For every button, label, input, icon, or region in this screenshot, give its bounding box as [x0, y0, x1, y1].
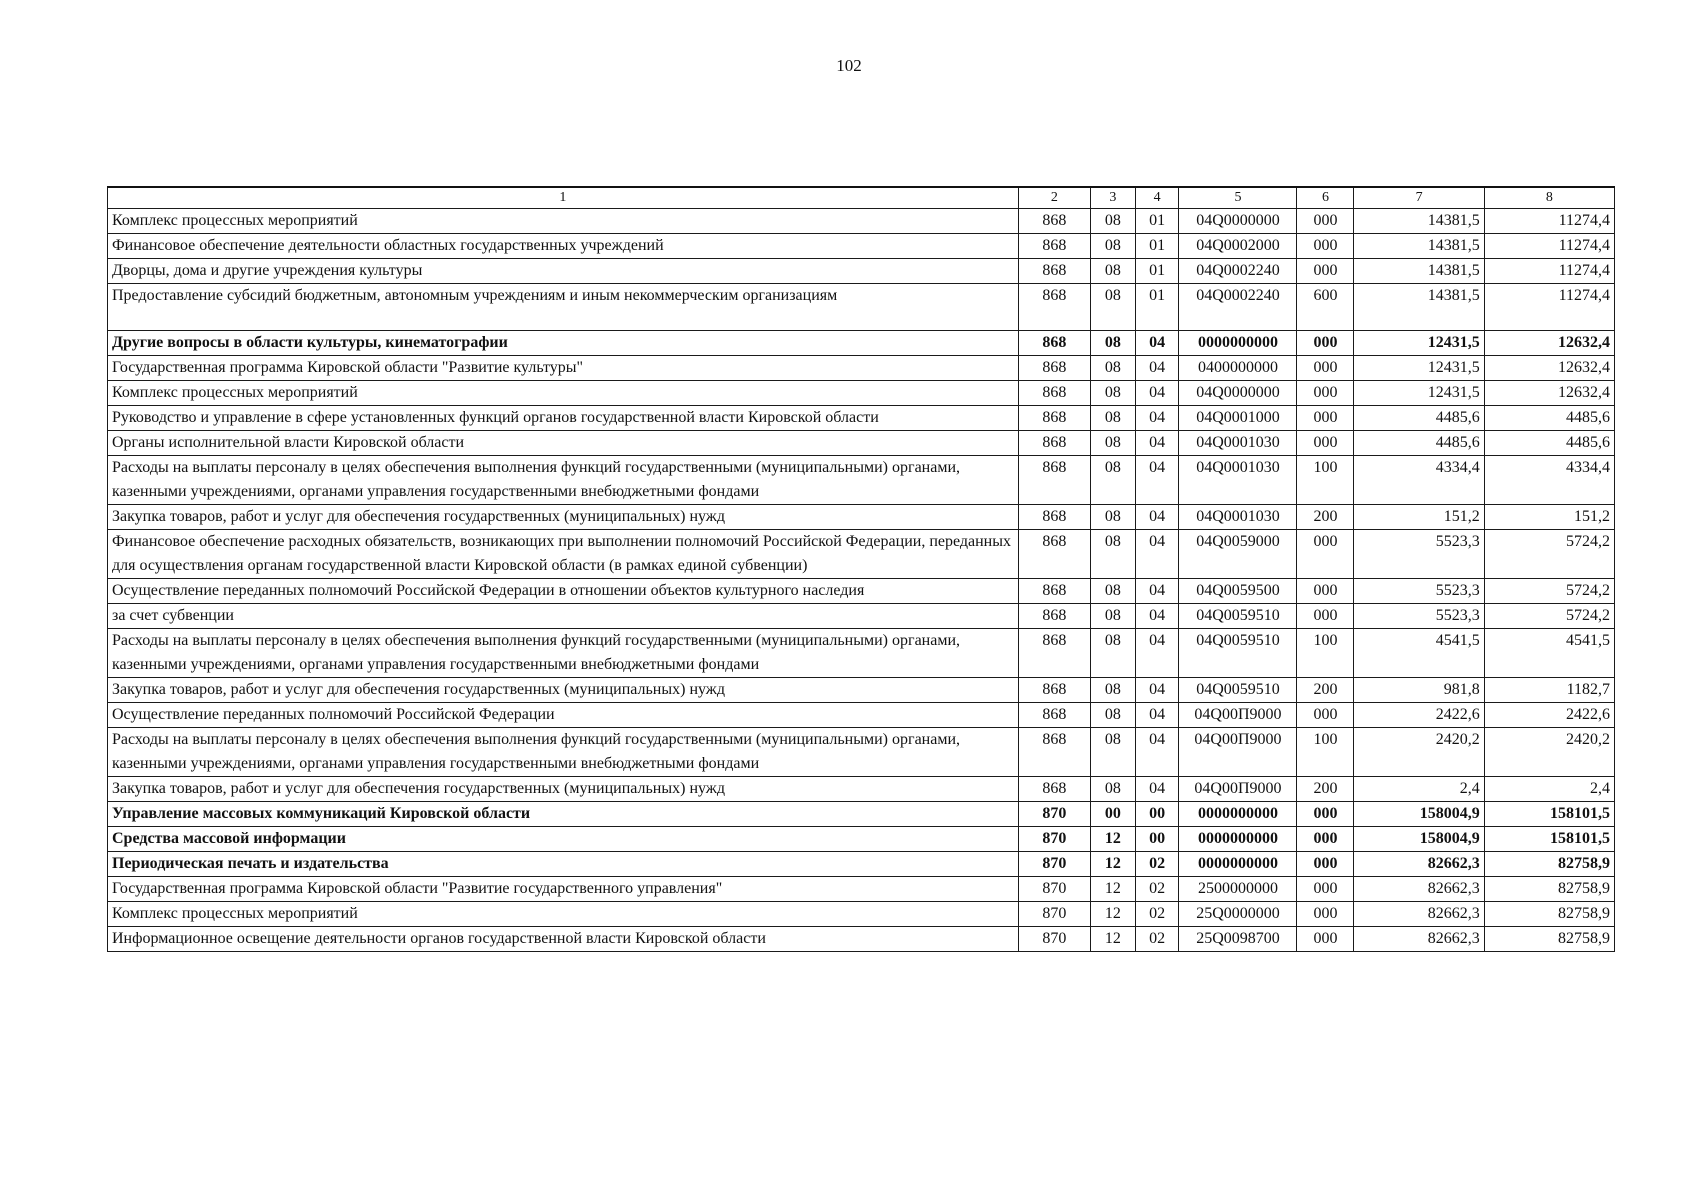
admin-code-cell: 868	[1018, 431, 1090, 456]
amount-col8-cell: 4485,6	[1484, 406, 1614, 431]
table-row	[108, 284, 1615, 331]
expense-type-cell: 600	[1297, 284, 1354, 331]
subsection-cell: 04	[1135, 456, 1179, 505]
amount-col8-cell: 5724,2	[1484, 604, 1614, 629]
amount-col7-cell: 4485,6	[1354, 431, 1484, 456]
row-name-cell: Расходы на выплаты персоналу в целях обеспечения выполнения функций государственными (муниципальными) органами, казенными учреждениями, органами управления государственными внебюджетными фондами	[108, 728, 1019, 777]
amount-col7-cell: 82662,3	[1354, 927, 1484, 952]
expense-type-cell: 000	[1297, 703, 1354, 728]
amount-col7-cell: 158004,9	[1354, 827, 1484, 852]
amount-col7-cell: 2,4	[1354, 777, 1484, 802]
section-cell: 12	[1090, 852, 1135, 877]
row-name-cell: Осуществление переданных полномочий Российской Федерации	[108, 703, 1019, 728]
table-row	[108, 777, 1615, 802]
table-row	[108, 604, 1615, 629]
expense-type-cell: 000	[1297, 431, 1354, 456]
column-header: 3	[1090, 187, 1135, 209]
section-cell: 08	[1090, 703, 1135, 728]
subsection-cell: 04	[1135, 678, 1179, 703]
section-cell: 12	[1090, 877, 1135, 902]
admin-code-cell: 870	[1018, 802, 1090, 827]
admin-code-cell: 868	[1018, 406, 1090, 431]
row-name-cell: Государственная программа Кировской области "Развитие культуры"	[108, 356, 1019, 381]
admin-code-cell: 868	[1018, 381, 1090, 406]
table-row	[108, 356, 1615, 381]
expense-type-cell: 000	[1297, 902, 1354, 927]
table-row	[108, 406, 1615, 431]
column-header: 2	[1018, 187, 1090, 209]
row-name-cell: Расходы на выплаты персоналу в целях обеспечения выполнения функций государственными (муниципальными) органами, казенными учреждениями, органами управления государственными внебюджетными фондами	[108, 456, 1019, 505]
section-cell: 08	[1090, 356, 1135, 381]
subsection-cell: 04	[1135, 381, 1179, 406]
admin-code-cell: 868	[1018, 703, 1090, 728]
row-name-cell: за счет субвенции	[108, 604, 1019, 629]
target-article-cell: 04Q0059510	[1179, 604, 1297, 629]
admin-code-cell: 870	[1018, 877, 1090, 902]
admin-code-cell: 868	[1018, 209, 1090, 234]
table-row	[108, 530, 1615, 579]
subsection-cell: 00	[1135, 827, 1179, 852]
admin-code-cell: 868	[1018, 728, 1090, 777]
target-article-cell: 04Q0002240	[1179, 284, 1297, 331]
column-header: 7	[1354, 187, 1484, 209]
subsection-cell: 02	[1135, 902, 1179, 927]
subsection-cell: 04	[1135, 728, 1179, 777]
amount-col8-cell: 11274,4	[1484, 284, 1614, 331]
subsection-cell: 04	[1135, 331, 1179, 356]
section-cell: 08	[1090, 604, 1135, 629]
expense-type-cell: 000	[1297, 877, 1354, 902]
section-cell: 12	[1090, 927, 1135, 952]
row-name-cell: Закупка товаров, работ и услуг для обеспечения государственных (муниципальных) нужд	[108, 678, 1019, 703]
subsection-cell: 04	[1135, 406, 1179, 431]
column-header: 6	[1297, 187, 1354, 209]
amount-col8-cell: 4334,4	[1484, 456, 1614, 505]
amount-col8-cell: 12632,4	[1484, 356, 1614, 381]
column-header: 4	[1135, 187, 1179, 209]
target-article-cell: 0000000000	[1179, 331, 1297, 356]
target-article-cell: 04Q00П9000	[1179, 777, 1297, 802]
subsection-cell: 04	[1135, 777, 1179, 802]
amount-col8-cell: 11274,4	[1484, 234, 1614, 259]
section-cell: 08	[1090, 629, 1135, 678]
amount-col8-cell: 151,2	[1484, 505, 1614, 530]
admin-code-cell: 868	[1018, 604, 1090, 629]
amount-col8-cell: 158101,5	[1484, 802, 1614, 827]
amount-col7-cell: 4334,4	[1354, 456, 1484, 505]
section-cell: 08	[1090, 381, 1135, 406]
row-name-cell: Финансовое обеспечение расходных обязательств, возникающих при выполнении полномочий Российской Федерации, переданных для осуществления органам государственной власти Кировской области (в рамках единой субвенции)	[108, 530, 1019, 579]
amount-col7-cell: 82662,3	[1354, 877, 1484, 902]
table-row	[108, 209, 1615, 234]
target-article-cell: 0000000000	[1179, 802, 1297, 827]
amount-col7-cell: 4541,5	[1354, 629, 1484, 678]
target-article-cell: 04Q0002000	[1179, 234, 1297, 259]
section-cell: 08	[1090, 431, 1135, 456]
table-row	[108, 877, 1615, 902]
section-cell: 08	[1090, 209, 1135, 234]
section-cell: 08	[1090, 259, 1135, 284]
section-cell: 08	[1090, 777, 1135, 802]
section-cell: 08	[1090, 331, 1135, 356]
table-row	[108, 629, 1615, 678]
amount-col7-cell: 981,8	[1354, 678, 1484, 703]
admin-code-cell: 868	[1018, 678, 1090, 703]
amount-col8-cell: 2420,2	[1484, 728, 1614, 777]
amount-col8-cell: 11274,4	[1484, 209, 1614, 234]
row-name-cell: Руководство и управление в сфере установленных функций органов государственной власти Кировской области	[108, 406, 1019, 431]
table-row	[108, 852, 1615, 877]
subsection-cell: 04	[1135, 431, 1179, 456]
expense-type-cell: 100	[1297, 629, 1354, 678]
subsection-cell: 02	[1135, 927, 1179, 952]
subsection-cell: 02	[1135, 877, 1179, 902]
row-name-cell: Предоставление субсидий бюджетным, автономным учреждениям и иным некоммерческим организациям	[108, 284, 1019, 331]
amount-col7-cell: 5523,3	[1354, 530, 1484, 579]
row-name-cell: Комплекс процессных мероприятий	[108, 381, 1019, 406]
target-article-cell: 0000000000	[1179, 852, 1297, 877]
amount-col7-cell: 151,2	[1354, 505, 1484, 530]
row-name-cell: Финансовое обеспечение деятельности областных государственных учреждений	[108, 234, 1019, 259]
subsection-cell: 01	[1135, 284, 1179, 331]
expense-type-cell: 000	[1297, 604, 1354, 629]
table-row	[108, 259, 1615, 284]
row-name-cell: Осуществление переданных полномочий Российской Федерации в отношении объектов культурного наследия	[108, 579, 1019, 604]
table-row	[108, 381, 1615, 406]
target-article-cell: 04Q0000000	[1179, 209, 1297, 234]
amount-col7-cell: 14381,5	[1354, 234, 1484, 259]
expense-type-cell: 100	[1297, 728, 1354, 777]
admin-code-cell: 870	[1018, 927, 1090, 952]
table-row	[108, 331, 1615, 356]
admin-code-cell: 868	[1018, 530, 1090, 579]
amount-col7-cell: 5523,3	[1354, 579, 1484, 604]
amount-col7-cell: 12431,5	[1354, 356, 1484, 381]
table-row	[108, 827, 1615, 852]
subsection-cell: 04	[1135, 703, 1179, 728]
target-article-cell: 04Q0001000	[1179, 406, 1297, 431]
table-row	[108, 728, 1615, 777]
table-row	[108, 678, 1615, 703]
target-article-cell: 04Q00П9000	[1179, 703, 1297, 728]
expense-type-cell: 000	[1297, 381, 1354, 406]
amount-col8-cell: 12632,4	[1484, 331, 1614, 356]
amount-col8-cell: 5724,2	[1484, 579, 1614, 604]
subsection-cell: 01	[1135, 259, 1179, 284]
admin-code-cell: 868	[1018, 284, 1090, 331]
expense-type-cell: 000	[1297, 406, 1354, 431]
expense-type-cell: 200	[1297, 777, 1354, 802]
target-article-cell: 2500000000	[1179, 877, 1297, 902]
row-name-cell: Закупка товаров, работ и услуг для обеспечения государственных (муниципальных) нужд	[108, 505, 1019, 530]
expense-type-cell: 000	[1297, 530, 1354, 579]
target-article-cell: 04Q0059000	[1179, 530, 1297, 579]
admin-code-cell: 868	[1018, 505, 1090, 530]
admin-code-cell: 868	[1018, 579, 1090, 604]
row-name-cell: Периодическая печать и издательства	[108, 852, 1019, 877]
amount-col8-cell: 2422,6	[1484, 703, 1614, 728]
target-article-cell: 25Q0000000	[1179, 902, 1297, 927]
row-name-cell: Закупка товаров, работ и услуг для обеспечения государственных (муниципальных) нужд	[108, 777, 1019, 802]
subsection-cell: 04	[1135, 629, 1179, 678]
subsection-cell: 01	[1135, 209, 1179, 234]
expense-type-cell: 000	[1297, 852, 1354, 877]
amount-col8-cell: 82758,9	[1484, 852, 1614, 877]
target-article-cell: 04Q0000000	[1179, 381, 1297, 406]
amount-col8-cell: 82758,9	[1484, 927, 1614, 952]
amount-col7-cell: 12431,5	[1354, 381, 1484, 406]
row-name-cell: Дворцы, дома и другие учреждения культуры	[108, 259, 1019, 284]
amount-col7-cell: 2420,2	[1354, 728, 1484, 777]
section-cell: 08	[1090, 234, 1135, 259]
row-name-cell: Комплекс процессных мероприятий	[108, 902, 1019, 927]
amount-col7-cell: 158004,9	[1354, 802, 1484, 827]
admin-code-cell: 868	[1018, 356, 1090, 381]
section-cell: 00	[1090, 802, 1135, 827]
table-row	[108, 579, 1615, 604]
target-article-cell: 04Q00П9000	[1179, 728, 1297, 777]
table-row	[108, 505, 1615, 530]
expense-type-cell: 000	[1297, 209, 1354, 234]
subsection-cell: 04	[1135, 530, 1179, 579]
target-article-cell: 04Q0001030	[1179, 431, 1297, 456]
amount-col8-cell: 2,4	[1484, 777, 1614, 802]
amount-col8-cell: 4541,5	[1484, 629, 1614, 678]
amount-col7-cell: 2422,6	[1354, 703, 1484, 728]
amount-col7-cell: 14381,5	[1354, 284, 1484, 331]
expense-type-cell: 000	[1297, 579, 1354, 604]
amount-col7-cell: 82662,3	[1354, 902, 1484, 927]
expense-type-cell: 100	[1297, 456, 1354, 505]
row-name-cell: Другие вопросы в области культуры, кинематографии	[108, 331, 1019, 356]
table-row	[108, 902, 1615, 927]
target-article-cell: 0000000000	[1179, 827, 1297, 852]
row-name-cell: Расходы на выплаты персоналу в целях обеспечения выполнения функций государственными (муниципальными) органами, казенными учреждениями, органами управления государственными внебюджетными фондами	[108, 629, 1019, 678]
expense-type-cell: 000	[1297, 827, 1354, 852]
target-article-cell: 0400000000	[1179, 356, 1297, 381]
admin-code-cell: 868	[1018, 331, 1090, 356]
budget-table	[107, 186, 1615, 952]
section-cell: 08	[1090, 530, 1135, 579]
amount-col7-cell: 14381,5	[1354, 209, 1484, 234]
section-cell: 08	[1090, 284, 1135, 331]
column-header: 5	[1179, 187, 1297, 209]
table-row	[108, 927, 1615, 952]
admin-code-cell: 868	[1018, 259, 1090, 284]
admin-code-cell: 870	[1018, 827, 1090, 852]
target-article-cell: 25Q0098700	[1179, 927, 1297, 952]
expense-type-cell: 200	[1297, 505, 1354, 530]
column-header: 8	[1484, 187, 1614, 209]
amount-col8-cell: 82758,9	[1484, 877, 1614, 902]
section-cell: 12	[1090, 827, 1135, 852]
row-name-cell: Органы исполнительной власти Кировской области	[108, 431, 1019, 456]
amount-col8-cell: 1182,7	[1484, 678, 1614, 703]
amount-col8-cell: 4485,6	[1484, 431, 1614, 456]
section-cell: 08	[1090, 406, 1135, 431]
section-cell: 08	[1090, 728, 1135, 777]
row-name-cell: Управление массовых коммуникаций Кировской области	[108, 802, 1019, 827]
section-cell: 08	[1090, 579, 1135, 604]
subsection-cell: 04	[1135, 579, 1179, 604]
table-row	[108, 456, 1615, 505]
subsection-cell: 04	[1135, 505, 1179, 530]
section-cell: 08	[1090, 505, 1135, 530]
page-number: 102	[836, 56, 862, 75]
column-header: 1	[108, 187, 1019, 209]
expense-type-cell: 000	[1297, 927, 1354, 952]
table-body	[108, 209, 1615, 952]
section-cell: 12	[1090, 902, 1135, 927]
target-article-cell: 04Q0001030	[1179, 456, 1297, 505]
table-row	[108, 234, 1615, 259]
target-article-cell: 04Q0059510	[1179, 678, 1297, 703]
table-row	[108, 802, 1615, 827]
expense-type-cell: 000	[1297, 259, 1354, 284]
amount-col8-cell: 12632,4	[1484, 381, 1614, 406]
admin-code-cell: 870	[1018, 902, 1090, 927]
amount-col8-cell: 82758,9	[1484, 902, 1614, 927]
subsection-cell: 04	[1135, 604, 1179, 629]
amount-col8-cell: 5724,2	[1484, 530, 1614, 579]
row-name-cell: Комплекс процессных мероприятий	[108, 209, 1019, 234]
subsection-cell: 04	[1135, 356, 1179, 381]
expense-type-cell: 000	[1297, 234, 1354, 259]
expense-type-cell: 000	[1297, 802, 1354, 827]
subsection-cell: 02	[1135, 852, 1179, 877]
section-cell: 08	[1090, 456, 1135, 505]
amount-col7-cell: 12431,5	[1354, 331, 1484, 356]
target-article-cell: 04Q0002240	[1179, 259, 1297, 284]
admin-code-cell: 868	[1018, 456, 1090, 505]
amount-col8-cell: 11274,4	[1484, 259, 1614, 284]
admin-code-cell: 868	[1018, 777, 1090, 802]
section-cell: 08	[1090, 678, 1135, 703]
amount-col8-cell: 158101,5	[1484, 827, 1614, 852]
admin-code-cell: 868	[1018, 629, 1090, 678]
admin-code-cell: 870	[1018, 852, 1090, 877]
expense-type-cell: 200	[1297, 678, 1354, 703]
amount-col7-cell: 5523,3	[1354, 604, 1484, 629]
row-name-cell: Средства массовой информации	[108, 827, 1019, 852]
table-row	[108, 431, 1615, 456]
amount-col7-cell: 82662,3	[1354, 852, 1484, 877]
row-name-cell: Государственная программа Кировской области "Развитие государственного управления"	[108, 877, 1019, 902]
amount-col7-cell: 4485,6	[1354, 406, 1484, 431]
table-header-row	[108, 187, 1615, 209]
subsection-cell: 01	[1135, 234, 1179, 259]
expense-type-cell: 000	[1297, 356, 1354, 381]
admin-code-cell: 868	[1018, 234, 1090, 259]
target-article-cell: 04Q0001030	[1179, 505, 1297, 530]
row-name-cell: Информационное освещение деятельности органов государственной власти Кировской области	[108, 927, 1019, 952]
expense-type-cell: 000	[1297, 331, 1354, 356]
amount-col7-cell: 14381,5	[1354, 259, 1484, 284]
target-article-cell: 04Q0059500	[1179, 579, 1297, 604]
table-row	[108, 703, 1615, 728]
target-article-cell: 04Q0059510	[1179, 629, 1297, 678]
subsection-cell: 00	[1135, 802, 1179, 827]
